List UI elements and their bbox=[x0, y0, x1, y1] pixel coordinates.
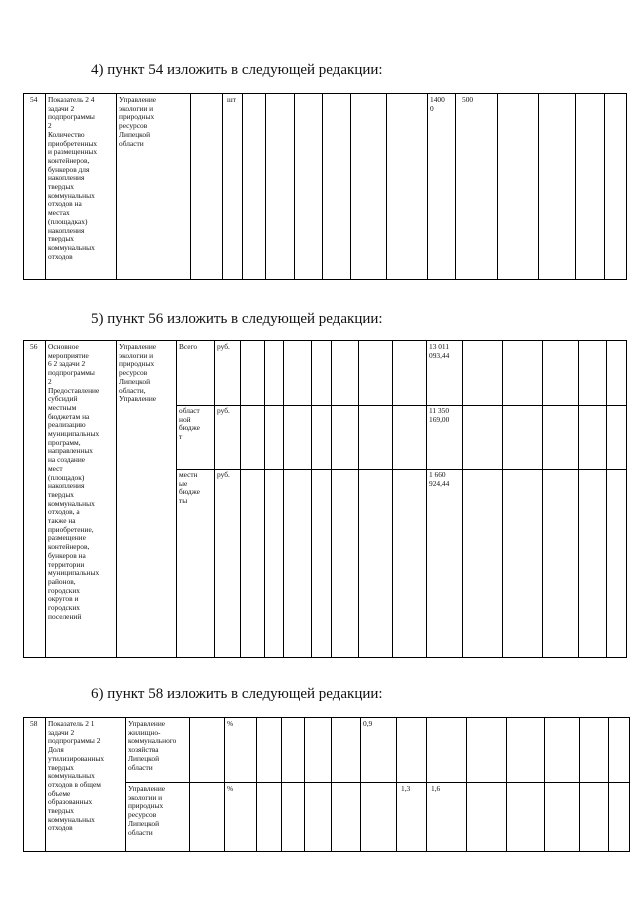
table-item-58 bbox=[23, 717, 630, 852]
event-name: Основное мероприятие 6 2 задачи 2 подпрограммы 2 Предоставление субсидий местным бюджетам на реализацию муниципальных программ, направленных на создание мест (площадок) накопления твердых коммунальных отходов, а также на приобретение, размещение контейнеров, бункеров на территории муниципальных районов, городских округов и городских поселений bbox=[48, 342, 100, 621]
row-number: 56 bbox=[30, 342, 38, 351]
executor: Управление экологии и природных ресурсов Липецкой области, Управление bbox=[119, 342, 157, 404]
funding-source-regional: област ной бюдже т bbox=[179, 406, 200, 442]
value-cell-2: 500 bbox=[462, 95, 474, 104]
value-cell-1: 1400 0 bbox=[430, 95, 445, 113]
section-4-heading: 4) пункт 54 изложить в следующей редакции: bbox=[91, 62, 383, 78]
unit: руб. bbox=[217, 406, 230, 415]
unit: руб. bbox=[217, 342, 230, 351]
section-6-heading: 6) пункт 58 изложить в следующей редакции: bbox=[91, 686, 383, 702]
unit: руб. bbox=[217, 470, 230, 479]
executor-housing: Управление жилищно- коммунального хозяйства Липецкой области bbox=[128, 719, 177, 772]
executor: Управление экологии и природных ресурсов Липецкой области bbox=[119, 95, 157, 148]
unit: % bbox=[227, 719, 234, 728]
value-cell: 0,9 bbox=[363, 719, 373, 728]
unit: % bbox=[227, 784, 234, 793]
table-item-56 bbox=[23, 340, 627, 658]
value-cell: 1,6 bbox=[431, 784, 441, 793]
amount-total: 13 011 093,44 bbox=[429, 342, 450, 360]
amount-regional: 11 350 169,00 bbox=[429, 406, 450, 424]
section-5-heading: 5) пункт 56 изложить в следующей редакции: bbox=[91, 311, 383, 327]
indicator-name: Показатель 2 1 задачи 2 подпрограммы 2 Доля утилизированных твердых коммунальных отходов в общем объеме образованных твердых коммунальных отходов bbox=[48, 719, 105, 833]
value-cell: 1,3 bbox=[401, 784, 411, 793]
row-number: 54 bbox=[30, 95, 38, 104]
indicator-name: Показатель 2 4 задачи 2 подпрограммы 2 Количество приобретенных и размещенных контейнеров, бункеров для накопления твердых коммунальных отходов на местах (площадках) накопления твердых коммунальных отходов bbox=[48, 95, 98, 261]
funding-source-local: местн ые бюдже ты bbox=[179, 470, 200, 506]
row-number: 58 bbox=[30, 719, 38, 728]
table-item-54 bbox=[23, 93, 627, 280]
executor-ecology: Управление экологии и природных ресурсов Липецкой области bbox=[128, 784, 166, 837]
unit: шт bbox=[227, 95, 236, 104]
amount-local: 1 660 924,44 bbox=[429, 470, 450, 488]
funding-source-total: Всего bbox=[179, 342, 198, 351]
